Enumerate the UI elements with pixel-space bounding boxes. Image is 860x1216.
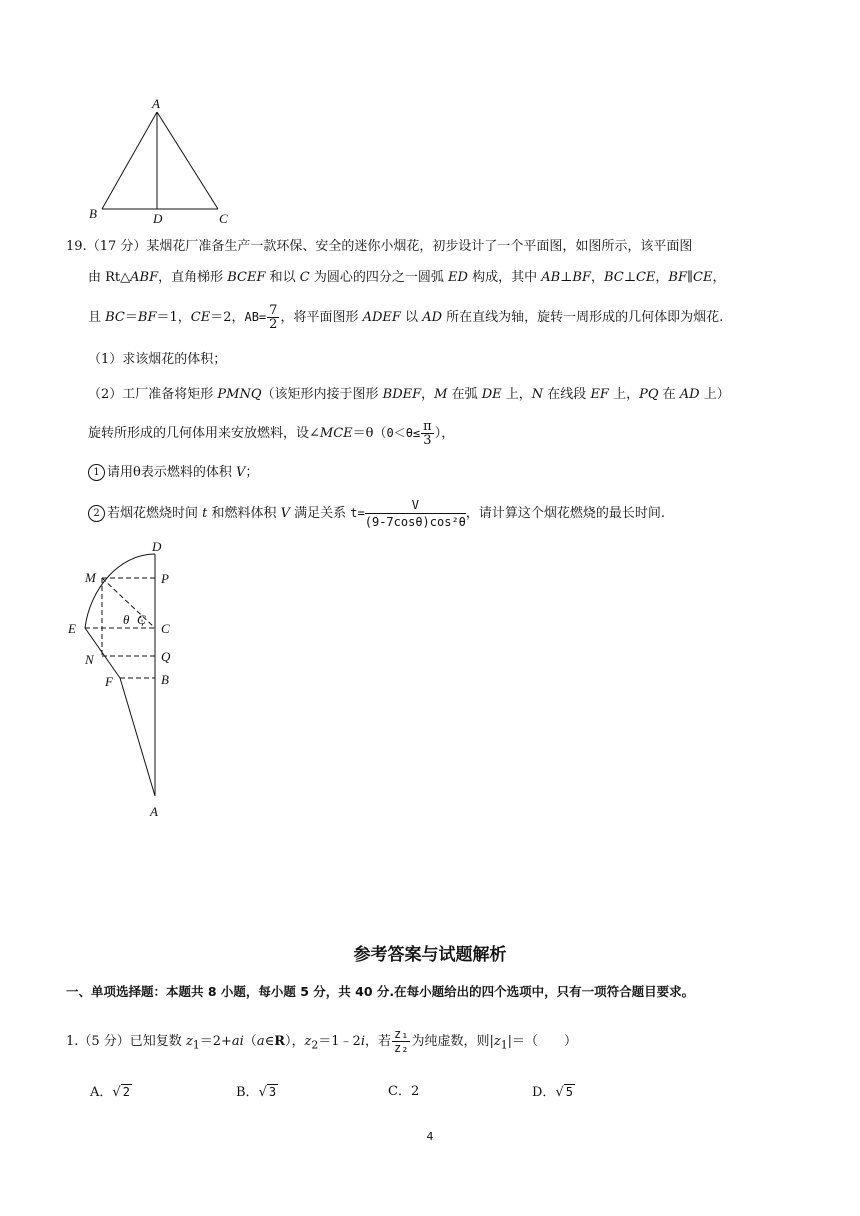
fraction-pi-3: $\frac{\pi}{3}$ — [423, 419, 432, 448]
label-A: A — [150, 804, 158, 819]
q19-part1: （1）求该烟花的体积； — [88, 352, 227, 367]
label-B: B — [89, 206, 97, 221]
q19-sub1: 1 请用θ表示燃料的体积 V； — [88, 463, 258, 483]
q19-part2-line2: 旋转所形成的几何体用来安放燃料，设∠MCE＝θ（0＜θ≤ $\frac{\pi}{3}$ ）， — [88, 419, 455, 448]
label-D: D — [153, 211, 163, 226]
option-B[interactable]: B．√ 3 — [236, 1082, 278, 1103]
label-E: E — [68, 621, 76, 636]
sqrt-icon: √ 2 — [112, 1085, 130, 1100]
label-theta: θ — [123, 612, 130, 627]
label-N: N — [85, 652, 94, 667]
fraction-7-2: $\frac{7}{2}$ — [269, 303, 278, 332]
sqrt-icon: √ 5 — [555, 1085, 573, 1100]
q19-line3: 且 BC＝BF＝1，CE＝2，AB= $\frac{7}{2}$ ，将平面图形 ADEF 以 AD 所在直线为轴，旋转一周形成的几何体即为烟花. — [88, 303, 724, 332]
label-F: F — [105, 674, 113, 689]
label-C-inner: C — [137, 612, 146, 627]
q19-sub2: 2 若烟花燃烧时间 t 和燃料体积 V 满足关系 t= $\frac{V}{\text{(9-7cosθ)cos²θ}}$ ，请计算这个烟花燃烧的最长时间. — [88, 497, 665, 530]
fraction-z1-z2: $\frac{\text{z₁}}{\text{z₂}}$ — [394, 1027, 409, 1055]
triangle-figure — [80, 92, 240, 232]
label-B: B — [161, 672, 169, 687]
option-D[interactable]: D．√ 5 — [532, 1082, 575, 1103]
q19-line2: 由 Rt△ABF，直角梯形 BCEF 和以 C 为圆心的四分之一圆弧 ED 构成，其中 AB⊥BF，BC⊥CE，BF∥CE， — [88, 270, 726, 285]
q19-line1: 19.（17 分）某烟花厂准备生产一款环保、安全的迷你小烟花，初步设计了一个平面图，如图所示，该平面图 — [66, 239, 693, 254]
label-M: M — [85, 570, 96, 585]
option-C[interactable]: C．2 — [388, 1084, 420, 1099]
circled-number-1: 1 — [88, 464, 105, 481]
circled-number-2: 2 — [88, 505, 105, 522]
page-number: 4 — [426, 1130, 434, 1143]
section-heading: 一、单项选择题：本题共 8 小题，每小题 5 分，共 40 分.在每小题给出的四个选项中，只有一项符合题目要求。 — [66, 984, 695, 999]
answers-title: 参考答案与试题解析 — [353, 945, 507, 965]
q1-stem: 1.（5 分）已知复数 $z_1=2+ai(a\in R)$，$z_2=1﹣2i$，若 $\frac{\text{z₁}}{\text{z₂}}$ 为纯虚数，则$|z_1|=$（ ） — [66, 1027, 577, 1055]
option-A[interactable]: A．√ 2 — [90, 1082, 132, 1103]
firework-figure — [60, 538, 200, 828]
sqrt-icon: √ 3 — [258, 1085, 277, 1100]
label-C: C — [161, 621, 170, 636]
fraction-time-formula: $\frac{V}{\text{(9-7cosθ)cos²θ}}$ — [364, 498, 466, 529]
label-Q: Q — [161, 649, 171, 664]
label-C: C — [219, 211, 228, 226]
label-A: A — [152, 96, 160, 111]
q19-part2-line1: （2）工厂准备将矩形 PMNQ（该矩形内接于图形 BDEF，M 在弧 DE 上，N 在线段 EF 上，PQ 在 AD 上） — [88, 387, 730, 402]
label-D: D — [152, 539, 162, 554]
label-P: P — [161, 571, 169, 586]
